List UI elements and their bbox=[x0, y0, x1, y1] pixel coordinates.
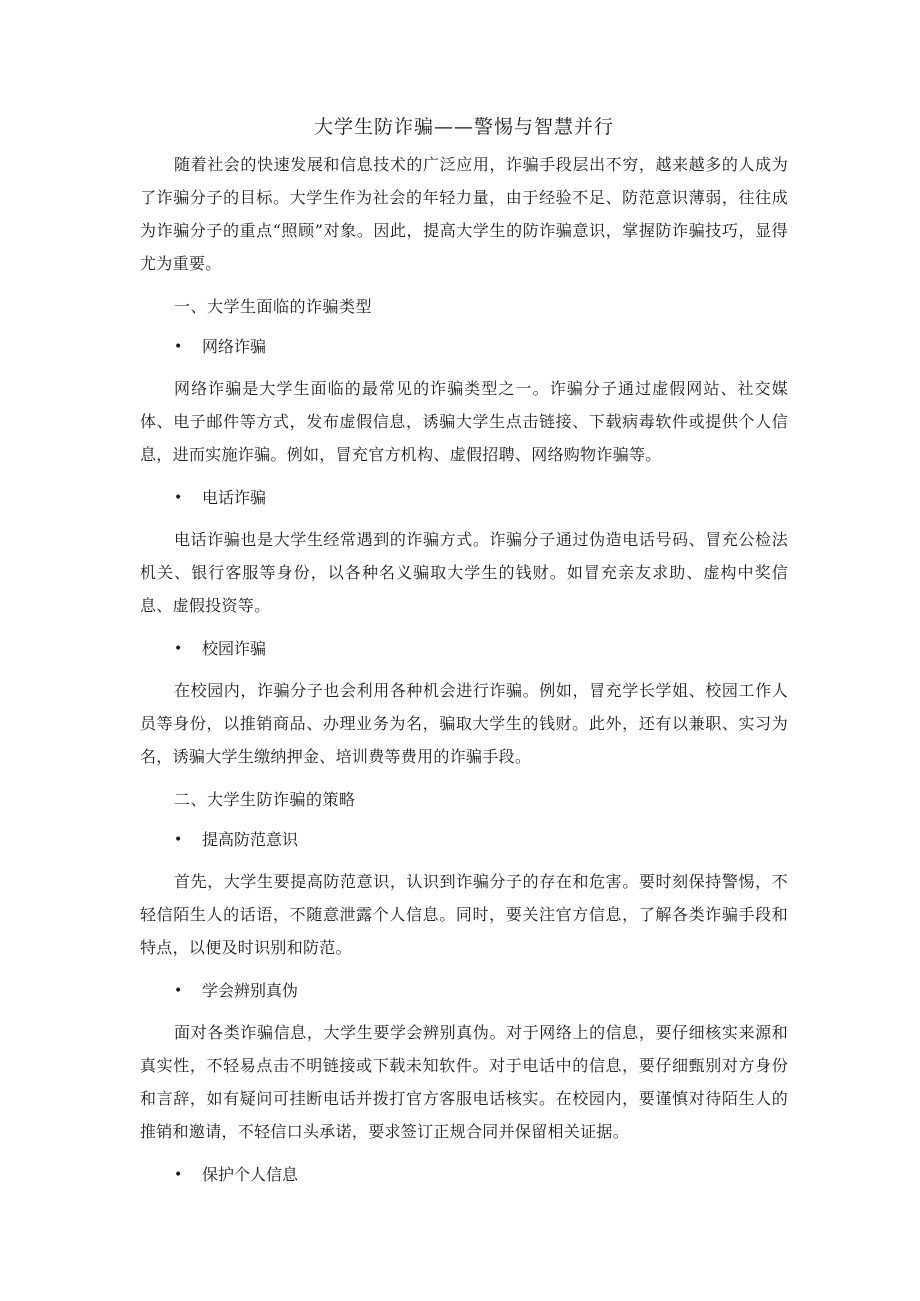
bullet-label: 提高防范意识 bbox=[202, 830, 299, 849]
document-title: 大学生防诈骗——警惕与智慧并行 bbox=[313, 116, 614, 138]
section-heading-strategies: 二、大学生防诈骗的策略 bbox=[174, 790, 356, 809]
bullet-label: 校园诈骗 bbox=[202, 639, 267, 658]
bullet-icon: • bbox=[174, 339, 183, 355]
bullet-item-protect-info bbox=[174, 1160, 788, 1190]
bullet-icon: • bbox=[174, 832, 183, 848]
paragraph-campus-fraud: 在校园内，诈骗分子也会利用各种机会进行诈骗。例如，冒充学长学姐、校园工作人员等身份，以推销商品、办理业务为名，骗取大学生的钱财。此外，还有以兼职、实习为名，诱骗大学生缴纳押金、培训费等费用的诈骗手段。 bbox=[140, 681, 788, 766]
bullet-label: 电话诈骗 bbox=[202, 488, 267, 507]
bullet-item-campus-fraud bbox=[174, 634, 788, 664]
bullet-label: 学会辨别真伪 bbox=[202, 981, 299, 1000]
paragraph-discern: 面对各类诈骗信息，大学生要学会辨别真伪。对于网络上的信息，要仔细核实来源和真实性，不轻易点击不明链接或下载未知软件。对于电话中的信息，要仔细甄别对方身份和言辞，如有疑问可挂断电话并拨打官方客服电话核实。在校园内，要谨慎对待陌生人的推销和邀请，不轻信口头承诺，要求签订正规合同并保留相关证据。 bbox=[140, 1023, 788, 1141]
intro-paragraph: 随着社会的快速发展和信息技术的广泛应用，诈骗手段层出不穷，越来越多的人成为了诈骗分子的目标。大学生作为社会的年轻力量，由于经验不足、防范意识薄弱，往往成为诈骗分子的重点“照顾”对象。因此，提高大学生的防诈骗意识，掌握防诈骗技巧，显得尤为重要。 bbox=[140, 155, 788, 273]
bullet-item-online-fraud bbox=[174, 332, 788, 362]
bullet-icon: • bbox=[174, 490, 183, 506]
bullet-label: 网络诈骗 bbox=[202, 337, 267, 356]
bullet-icon: • bbox=[174, 641, 183, 657]
paragraph-phone-fraud: 电话诈骗也是大学生经常遇到的诈骗方式。诈骗分子通过伪造电话号码、冒充公检法机关、银行客服等身份，以各种名义骗取大学生的钱财。如冒充亲友求助、虚构中奖信息、虚假投资等。 bbox=[140, 530, 788, 615]
bullet-icon: • bbox=[174, 983, 183, 999]
section-heading-fraud-types: 一、大学生面临的诈骗类型 bbox=[174, 297, 373, 316]
bullet-item-phone-fraud bbox=[174, 483, 788, 513]
document-page bbox=[140, 112, 788, 1200]
bullet-icon: • bbox=[174, 1167, 183, 1183]
bullet-label: 保护个人信息 bbox=[202, 1165, 299, 1184]
paragraph-awareness: 首先，大学生要提高防范意识，认识到诈骗分子的存在和危害。要时刻保持警惕，不轻信陌生人的话语，不随意泄露个人信息。同时，要关注官方信息，了解各类诈骗手段和特点，以便及时识别和防范。 bbox=[140, 872, 788, 957]
bullet-item-awareness bbox=[174, 825, 788, 855]
bullet-item-discern bbox=[174, 976, 788, 1006]
paragraph-online-fraud: 网络诈骗是大学生面临的最常见的诈骗类型之一。诈骗分子通过虚假网站、社交媒体、电子邮件等方式，发布虚假信息，诱骗大学生点击链接、下载病毒软件或提供个人信息，进而实施诈骗。例如，冒充官方机构、虚假招聘、网络购物诈骗等。 bbox=[140, 379, 788, 464]
